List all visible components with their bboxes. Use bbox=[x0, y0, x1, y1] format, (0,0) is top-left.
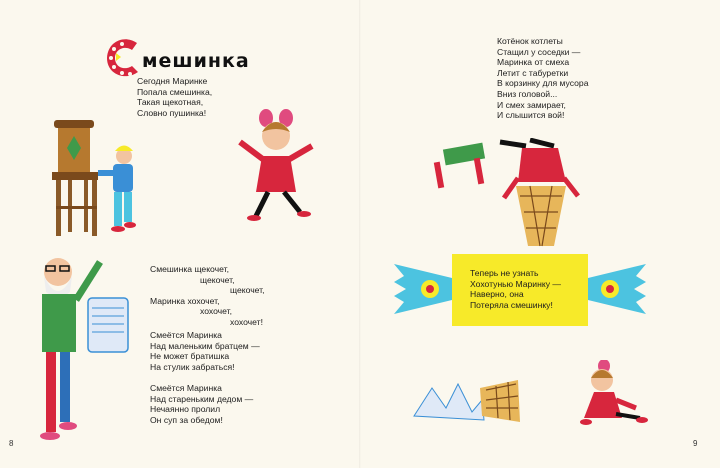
poem-line: Над маленьким братцем — bbox=[150, 340, 260, 351]
candy-wrapper-left-icon bbox=[394, 260, 454, 318]
poem-line: Летит с табуретки bbox=[497, 67, 569, 78]
poem-line: Смешинка щекочет, bbox=[150, 264, 229, 274]
marinka-jumping-illustration bbox=[226, 108, 326, 230]
spilled-basket-illustration bbox=[412, 378, 522, 424]
poem-title: мешинка bbox=[142, 50, 250, 72]
poem-line: Стащил у соседки — bbox=[497, 46, 581, 57]
poem-line: На стулик забраться! bbox=[150, 361, 235, 372]
poem-line: хохочет! bbox=[230, 316, 263, 327]
poem-line: Маринка от смеха bbox=[497, 57, 570, 68]
drop-cap-c-icon bbox=[104, 36, 144, 80]
grandpa-illustration bbox=[30, 248, 134, 444]
poem-line: Словно пушинка! bbox=[137, 107, 207, 118]
page-gutter bbox=[359, 0, 361, 468]
poem-line: Хохотунью Маринку — bbox=[470, 278, 561, 289]
poem-line: Теперь не узнать bbox=[470, 268, 539, 278]
stanza-5 bbox=[497, 36, 588, 121]
candy-wrapper-right-icon bbox=[586, 260, 646, 318]
poem-line: Наверно, она bbox=[470, 289, 524, 300]
poem-line: Сегодня Маринке bbox=[137, 76, 208, 86]
stanza-4 bbox=[150, 383, 253, 425]
poem-line: Над стареньким дедом — bbox=[150, 393, 254, 404]
stanza-3 bbox=[150, 330, 260, 372]
poem-line: Он суп за обедом! bbox=[150, 414, 223, 425]
poem-line: Вниз головой... bbox=[497, 88, 558, 99]
sad-marinka-illustration bbox=[576, 360, 648, 434]
poem-line: Смеётся Маринка bbox=[150, 383, 222, 393]
falling-marinka-illustration bbox=[430, 138, 590, 250]
chair-and-brother-illustration bbox=[44, 118, 144, 242]
poem-line: Попала смешинка, bbox=[137, 86, 213, 97]
poem-line: щекочет, bbox=[230, 285, 265, 296]
title-row bbox=[104, 36, 250, 80]
poem-line: хохочет, bbox=[200, 306, 233, 317]
poem-line: щекочет, bbox=[200, 274, 235, 285]
poem-line: В корзинку для мусора bbox=[497, 78, 589, 89]
poem-line: Такая щекотная, bbox=[137, 97, 204, 108]
poem-line: Потеряла смешинку! bbox=[470, 299, 553, 310]
stanza-2 bbox=[150, 264, 265, 328]
poem-line: Нечаянно пролил bbox=[150, 404, 221, 415]
page-number-left: 8 bbox=[9, 439, 14, 448]
poem-line: Не может братишка bbox=[150, 351, 230, 362]
poem-line: И слышится вой! bbox=[497, 110, 565, 121]
poem-line: Маринка хохочет, bbox=[150, 295, 220, 306]
poem-line: Смеётся Маринка bbox=[150, 330, 222, 340]
stanza-1 bbox=[137, 76, 212, 118]
stanza-6 bbox=[470, 268, 561, 310]
poem-line: Котёнок котлеты bbox=[497, 36, 563, 46]
page-number-right: 9 bbox=[693, 439, 698, 448]
poem-line: И смех замирает, bbox=[497, 99, 566, 110]
